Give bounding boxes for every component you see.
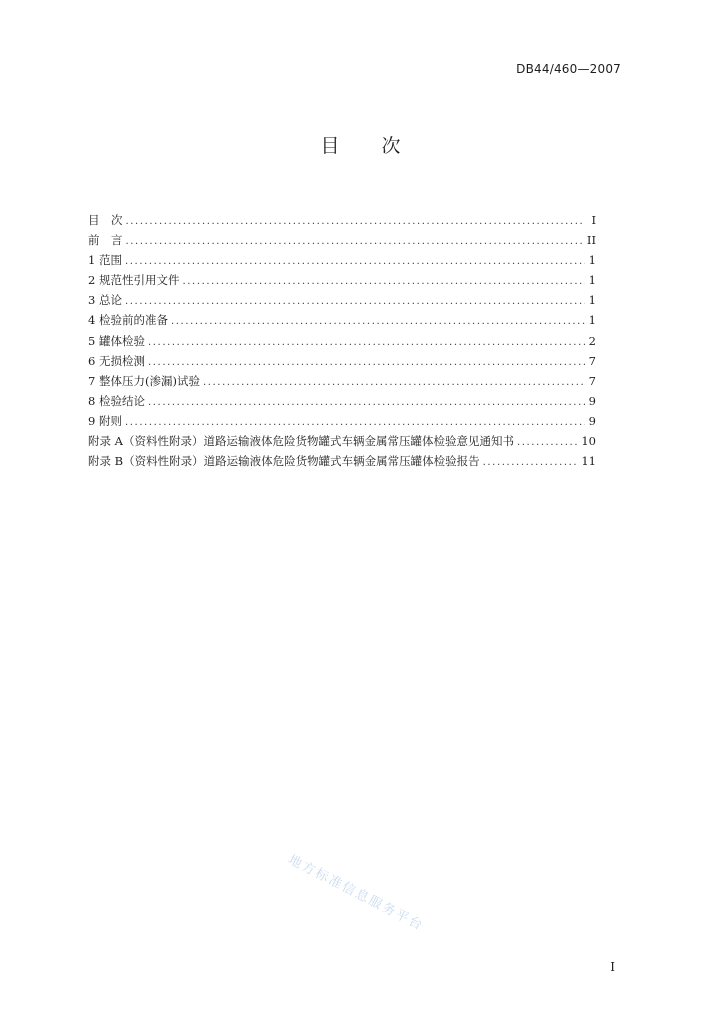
toc-entry-page: 2 <box>588 333 596 348</box>
toc-entry-label: 目 次 <box>88 213 123 227</box>
toc-entry[interactable] <box>88 393 596 413</box>
toc-entry[interactable] <box>88 312 596 332</box>
toc-entry-label: 2 规范性引用文件 <box>88 273 180 288</box>
toc-entry-page: 9 <box>588 413 596 428</box>
toc-entry[interactable] <box>88 232 596 252</box>
toc-leader-dots <box>126 216 586 227</box>
toc-entry[interactable] <box>88 453 596 473</box>
toc-entry-label: 3 总论 <box>88 293 122 308</box>
toc-entry-page: II <box>586 233 596 248</box>
toc-entry-page: 7 <box>588 353 596 368</box>
toc-entry-page: 11 <box>581 454 596 469</box>
toc-entry-page: 1 <box>588 273 596 288</box>
watermark: 地方标准信息服务平台 <box>285 852 427 935</box>
page-title-char-2: 次 <box>381 135 401 157</box>
toc-entry-label: 1 范围 <box>88 253 122 268</box>
page-title-char-1: 目 <box>320 135 340 157</box>
toc-entry-label: 5 罐体检验 <box>88 333 145 348</box>
toc-leader-dots <box>126 236 584 247</box>
toc-entry-label: 8 检验结论 <box>88 393 145 408</box>
toc-entry[interactable] <box>88 292 596 312</box>
toc-leader-dots <box>203 377 585 388</box>
toc-leader-dots <box>148 397 585 408</box>
toc-entry-page: I <box>591 213 596 227</box>
toc-leader-dots <box>517 437 578 448</box>
toc-entry[interactable] <box>88 373 596 393</box>
toc-entry-label: 4 检验前的准备 <box>88 313 168 328</box>
toc-entry-page: 1 <box>588 253 596 268</box>
toc-entry-label: 7 整体压力(渗漏)试验 <box>88 373 200 388</box>
page-number: I <box>610 960 615 974</box>
toc-leader-dots <box>182 276 585 287</box>
toc-leader-dots <box>148 357 585 368</box>
toc-entry[interactable] <box>88 272 596 292</box>
toc-entry[interactable] <box>88 333 596 353</box>
toc-entry-label: 6 无损检测 <box>88 353 145 368</box>
toc-entry-label: 9 附则 <box>88 413 122 428</box>
toc-entry[interactable] <box>88 413 596 433</box>
document-code: DB44/460—2007 <box>516 62 621 76</box>
toc-leader-dots <box>171 316 585 327</box>
page-title <box>0 131 721 158</box>
toc-entry-label: 附录 A（资料性附录）道路运输液体危险货物罐式车辆金属常压罐体检验意见通知书 <box>88 434 514 449</box>
toc-entry[interactable] <box>88 212 596 232</box>
toc-leader-dots <box>125 256 585 267</box>
toc-entry-label: 附录 B（资料性附录）道路运输液体危险货物罐式车辆金属常压罐体检验报告 <box>88 454 480 469</box>
toc-entry-page: 7 <box>588 373 596 388</box>
toc-entry-page: 1 <box>588 313 596 328</box>
table-of-contents <box>88 212 596 473</box>
toc-leader-dots <box>483 457 579 468</box>
toc-entry-page: 10 <box>581 434 596 449</box>
toc-entry-page: 9 <box>588 393 596 408</box>
toc-leader-dots <box>125 417 585 428</box>
toc-entry[interactable] <box>88 353 596 373</box>
toc-entry[interactable] <box>88 252 596 272</box>
toc-leader-dots <box>125 296 585 307</box>
toc-entry[interactable] <box>88 433 596 453</box>
toc-entry-page: 1 <box>588 293 596 308</box>
toc-leader-dots <box>148 337 585 348</box>
toc-entry-label: 前 言 <box>88 233 123 248</box>
